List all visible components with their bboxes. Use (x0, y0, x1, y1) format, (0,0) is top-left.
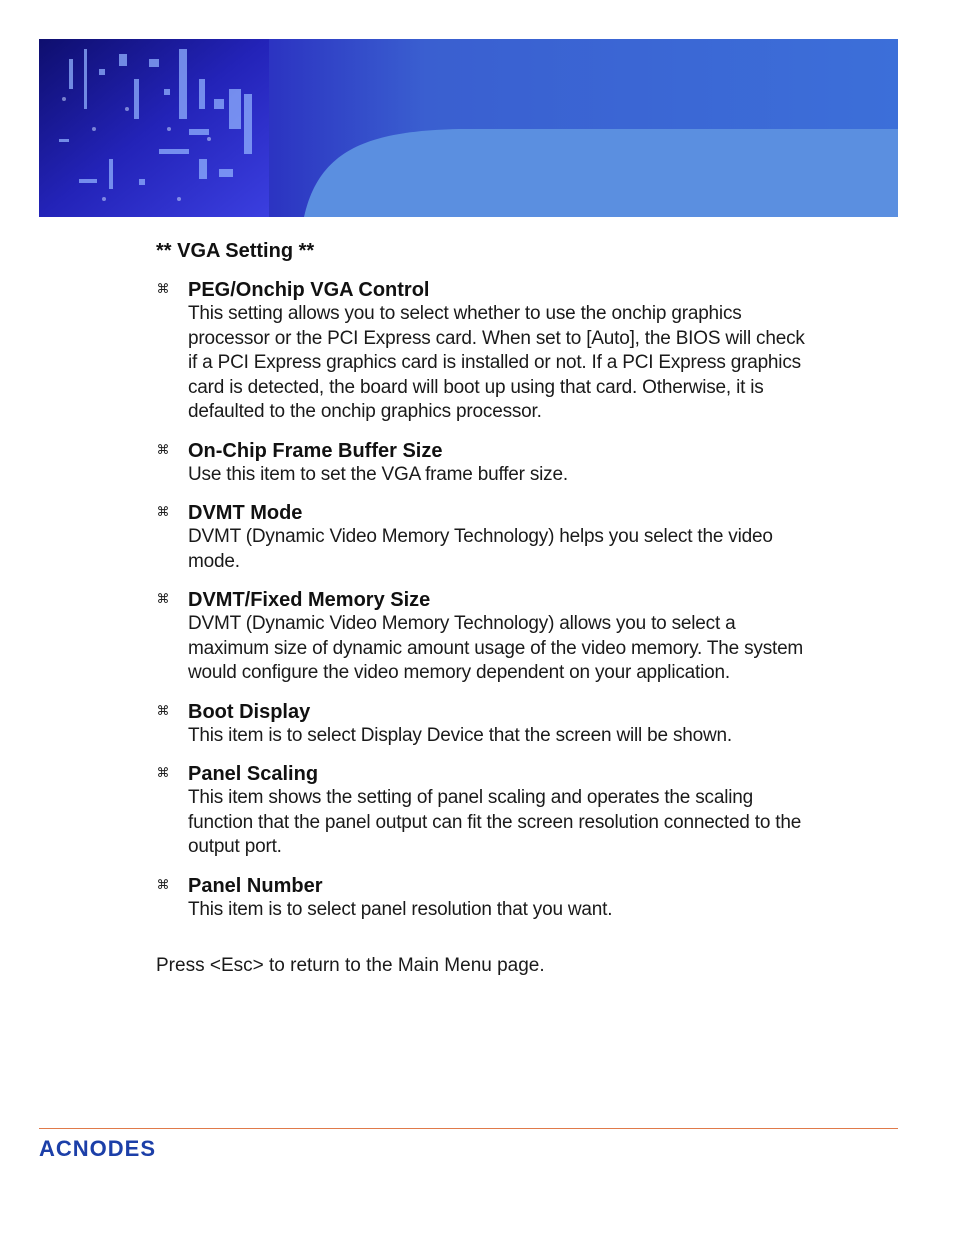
command-key-icon: ⌘ (156, 591, 170, 606)
setting-item-dvmt-mode (156, 501, 816, 574)
setting-title: Panel Scaling (188, 763, 319, 785)
header-banner (39, 39, 898, 217)
command-key-icon: ⌘ (156, 281, 170, 296)
circuit-board-banner-image (39, 39, 898, 217)
section-title: ** VGA Setting ** (156, 240, 315, 262)
setting-description: This setting allows you to select whether to use the onchip graphics processor or the PCI Express card. When set to [Auto], the BIOS will check if a PCI Express graphics card is installed or not. If a PCI Express graphics card is detected, the board will boot up using that card. Otherwise, it is defaulted to the onchip graphics processor. (188, 303, 805, 422)
setting-title: DVMT Mode (188, 502, 303, 524)
setting-item-panel-number (156, 874, 816, 923)
setting-description: This item shows the setting of panel scaling and operates the scaling function that the panel output can fit the screen resolution connected to the output port. (188, 787, 802, 857)
command-key-icon: ⌘ (156, 441, 170, 457)
setting-title: DVMT/Fixed Memory Size (188, 589, 431, 611)
setting-item-on-chip-frame-buffer-size (156, 439, 816, 488)
command-key-icon: ⌘ (156, 765, 170, 780)
setting-description: DVMT (Dynamic Video Memory Technology) allows you to select a maximum size of dynamic amount usage of the video memory. The system would configure the video memory dependent on your application. (188, 613, 804, 683)
setting-title: Panel Number (188, 874, 323, 897)
command-key-icon: ⌘ (156, 702, 170, 718)
setting-item-peg-onchip-vga-control (156, 278, 816, 425)
setting-title: Boot Display (188, 700, 311, 723)
setting-description: DVMT (Dynamic Video Memory Technology) helps you select the video mode. (188, 526, 773, 572)
footer-divider (39, 1128, 898, 1129)
logo-text: ACNODES (39, 1136, 157, 1160)
setting-description: Use this item to set the VGA frame buffer size. (188, 463, 568, 485)
return-instruction: Press <Esc> to return to the Main Menu page. (156, 955, 545, 976)
setting-description: This item is to select panel resolution that you want. (188, 898, 613, 920)
main-content (156, 238, 816, 978)
setting-item-boot-display (156, 700, 816, 749)
setting-title: On-Chip Frame Buffer Size (188, 439, 443, 462)
setting-item-panel-scaling (156, 762, 816, 860)
setting-description: This item is to select Display Device that the screen will be shown. (188, 724, 732, 746)
setting-title: PEG/Onchip VGA Control (188, 279, 430, 301)
command-key-icon: ⌘ (156, 876, 170, 892)
acnodes-logo-mark (39, 1136, 199, 1160)
acnodes-logo (39, 1136, 199, 1160)
command-key-icon: ⌘ (156, 504, 170, 519)
setting-item-dvmt-fixed-memory-size (156, 588, 816, 686)
